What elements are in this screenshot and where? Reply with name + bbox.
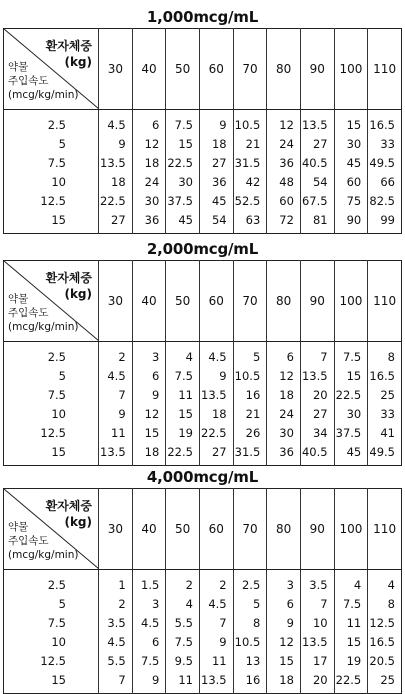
header-row — [4, 261, 402, 342]
dose-cell: 4.5 — [99, 367, 133, 386]
dose-cell: 6 — [132, 110, 166, 136]
dose-cell: 27 — [99, 211, 133, 234]
rate-cell: 5 — [4, 595, 99, 614]
dose-cell: 34 — [300, 424, 334, 443]
dose-cell: 13.5 — [300, 633, 334, 652]
rate-label-2: 주입속도 — [8, 535, 49, 547]
table-row — [4, 192, 402, 211]
dose-cell: 13.5 — [199, 671, 233, 694]
concentration-title: 4,000mcg/mL — [146, 468, 259, 486]
dose-cell: 9 — [132, 671, 166, 694]
dose-cell: 18 — [199, 405, 233, 424]
weight-unit: (kg) — [64, 287, 92, 301]
weight-column-header: 70 — [233, 261, 267, 342]
table-row — [4, 173, 402, 192]
dose-cell: 31.5 — [233, 154, 267, 173]
dose-cell: 1.5 — [132, 570, 166, 596]
dose-cell: 45 — [334, 154, 368, 173]
dose-cell: 48 — [267, 173, 301, 192]
dose-cell: 30 — [166, 173, 200, 192]
dose-cell: 2.5 — [233, 570, 267, 596]
dose-cell: 7.5 — [166, 367, 200, 386]
rate-cell: 5 — [4, 367, 99, 386]
dose-cell: 26 — [233, 424, 267, 443]
dose-cell: 45 — [199, 192, 233, 211]
dose-cell: 18 — [267, 671, 301, 694]
corner-header-cell — [4, 261, 99, 342]
weight-column-header: 70 — [233, 29, 267, 110]
dose-cell: 67.5 — [300, 192, 334, 211]
rate-cell: 10 — [4, 633, 99, 652]
dose-cell: 16 — [233, 671, 267, 694]
rate-cell: 12.5 — [4, 192, 99, 211]
dose-cell: 22.5 — [334, 671, 368, 694]
dose-cell: 12 — [132, 135, 166, 154]
dose-cell: 36 — [267, 154, 301, 173]
dose-cell: 15 — [334, 110, 368, 136]
dose-cell: 9 — [199, 367, 233, 386]
table-row — [4, 110, 402, 136]
dosing-table-section — [3, 466, 402, 694]
dose-cell: 1 — [99, 570, 133, 596]
weight-column-header: 110 — [368, 29, 402, 110]
weight-label: 환자체중 — [45, 39, 92, 53]
dosing-table-section — [3, 238, 402, 466]
weight-column-header: 80 — [267, 261, 301, 342]
weight-unit: (kg) — [64, 515, 92, 529]
dose-cell: 4.5 — [199, 342, 233, 368]
dose-cell: 5.5 — [166, 614, 200, 633]
dose-cell: 41 — [368, 424, 402, 443]
dose-cell: 3 — [267, 570, 301, 596]
weight-column-header: 100 — [334, 29, 368, 110]
dose-cell: 66 — [368, 173, 402, 192]
dose-cell: 4 — [166, 342, 200, 368]
dose-cell: 45 — [334, 443, 368, 466]
dose-cell: 3.5 — [99, 614, 133, 633]
table-row — [4, 386, 402, 405]
dose-cell: 36 — [132, 211, 166, 234]
dose-cell: 7 — [99, 671, 133, 694]
weight-column-header: 50 — [166, 489, 200, 570]
dosing-table — [3, 28, 402, 234]
rate-label-2: 주입속도 — [8, 75, 49, 87]
weight-column-header: 60 — [199, 29, 233, 110]
dosing-table-section — [3, 6, 402, 234]
dose-cell: 21 — [233, 405, 267, 424]
dose-cell: 12 — [267, 367, 301, 386]
rate-label: 약물 — [8, 61, 29, 73]
dose-cell: 4.5 — [99, 633, 133, 652]
dose-cell: 16.5 — [368, 633, 402, 652]
rate-cell: 10 — [4, 405, 99, 424]
dose-cell: 12 — [132, 405, 166, 424]
dose-cell: 7.5 — [334, 342, 368, 368]
dose-cell: 31.5 — [233, 443, 267, 466]
rate-header — [8, 520, 78, 562]
dose-cell: 6 — [132, 367, 166, 386]
dose-cell: 37.5 — [166, 192, 200, 211]
rate-cell: 2.5 — [4, 110, 99, 136]
dose-cell: 15 — [334, 367, 368, 386]
dose-cell: 2 — [199, 570, 233, 596]
rate-cell: 7.5 — [4, 154, 99, 173]
dosing-table — [3, 488, 402, 694]
dose-cell: 2 — [99, 342, 133, 368]
dose-cell: 16.5 — [368, 367, 402, 386]
dose-cell: 60 — [267, 192, 301, 211]
dose-cell: 7 — [199, 614, 233, 633]
dose-cell: 13.5 — [300, 110, 334, 136]
dose-cell: 11 — [166, 386, 200, 405]
table-row — [4, 570, 402, 596]
dose-cell: 7.5 — [132, 652, 166, 671]
dose-cell: 8 — [368, 595, 402, 614]
weight-column-header: 110 — [368, 261, 402, 342]
rate-cell: 10 — [4, 173, 99, 192]
rate-cell: 15 — [4, 671, 99, 694]
dose-cell: 15 — [166, 135, 200, 154]
dose-cell: 3.5 — [300, 570, 334, 596]
dose-cell: 11 — [166, 671, 200, 694]
weight-column-header: 110 — [368, 489, 402, 570]
rate-cell: 15 — [4, 211, 99, 234]
dose-cell: 2 — [99, 595, 133, 614]
dose-cell: 10.5 — [233, 633, 267, 652]
weight-column-header: 60 — [199, 261, 233, 342]
rate-cell: 5 — [4, 135, 99, 154]
rate-label: 약물 — [8, 521, 29, 533]
dose-cell: 20 — [300, 671, 334, 694]
dose-cell: 11 — [99, 424, 133, 443]
dose-cell: 30 — [267, 424, 301, 443]
dose-cell: 15 — [166, 405, 200, 424]
table-row — [4, 424, 402, 443]
dose-cell: 54 — [300, 173, 334, 192]
dose-cell: 27 — [300, 405, 334, 424]
weight-column-header: 50 — [166, 29, 200, 110]
dose-cell: 2 — [166, 570, 200, 596]
table-row — [4, 405, 402, 424]
dose-cell: 24 — [132, 173, 166, 192]
dose-cell: 72 — [267, 211, 301, 234]
dose-cell: 9 — [99, 135, 133, 154]
table-row — [4, 211, 402, 234]
dose-cell: 6 — [267, 342, 301, 368]
weight-column-header: 30 — [99, 29, 133, 110]
table-row — [4, 595, 402, 614]
dose-cell: 22.5 — [166, 443, 200, 466]
dose-cell: 40.5 — [300, 154, 334, 173]
dose-cell: 27 — [199, 443, 233, 466]
dose-cell: 10.5 — [233, 367, 267, 386]
dose-cell: 12.5 — [368, 614, 402, 633]
dose-cell: 15 — [132, 424, 166, 443]
dose-cell: 4 — [334, 570, 368, 596]
dose-cell: 3 — [132, 342, 166, 368]
dose-cell: 7.5 — [166, 633, 200, 652]
dose-cell: 21 — [233, 135, 267, 154]
dose-cell: 7.5 — [334, 595, 368, 614]
dose-cell: 10 — [300, 614, 334, 633]
dose-cell: 25 — [368, 671, 402, 694]
dose-cell: 13.5 — [300, 367, 334, 386]
dose-cell: 60 — [334, 173, 368, 192]
dose-cell: 12 — [267, 110, 301, 136]
dose-cell: 24 — [267, 135, 301, 154]
dose-cell: 22.5 — [99, 192, 133, 211]
corner-header-cell — [4, 489, 99, 570]
weight-column-header: 100 — [334, 261, 368, 342]
dosing-table — [3, 260, 402, 466]
dose-cell: 15 — [267, 652, 301, 671]
dose-cell: 7 — [99, 386, 133, 405]
rate-cell: 7.5 — [4, 386, 99, 405]
dose-cell: 18 — [132, 154, 166, 173]
dose-cell: 63 — [233, 211, 267, 234]
weight-column-header: 90 — [300, 489, 334, 570]
rate-cell: 12.5 — [4, 424, 99, 443]
dose-cell: 20.5 — [368, 652, 402, 671]
dose-cell: 19 — [166, 424, 200, 443]
dose-cell: 7.5 — [166, 110, 200, 136]
dose-cell: 20 — [300, 386, 334, 405]
dose-cell: 90 — [334, 211, 368, 234]
dose-cell: 9 — [267, 614, 301, 633]
weight-column-header: 100 — [334, 489, 368, 570]
rate-header — [8, 292, 78, 334]
dose-cell: 8 — [368, 342, 402, 368]
dose-cell: 11 — [334, 614, 368, 633]
concentration-title: 1,000mcg/mL — [146, 8, 259, 26]
rate-label: 약물 — [8, 293, 29, 305]
rate-header — [8, 60, 78, 102]
corner-header-cell — [4, 29, 99, 110]
dose-cell: 18 — [99, 173, 133, 192]
weight-label: 환자체중 — [45, 271, 92, 285]
dose-cell: 54 — [199, 211, 233, 234]
dose-cell: 9 — [99, 405, 133, 424]
dose-cell: 30 — [334, 135, 368, 154]
dose-cell: 40.5 — [300, 443, 334, 466]
dose-cell: 36 — [199, 173, 233, 192]
dose-cell: 45 — [166, 211, 200, 234]
rate-cell: 2.5 — [4, 342, 99, 368]
dose-cell: 11 — [199, 652, 233, 671]
weight-column-header: 40 — [132, 489, 166, 570]
dose-cell: 49.5 — [368, 154, 402, 173]
dose-cell: 22.5 — [166, 154, 200, 173]
dose-cell: 75 — [334, 192, 368, 211]
rate-cell: 7.5 — [4, 614, 99, 633]
dose-cell: 12 — [267, 633, 301, 652]
dose-cell: 13.5 — [99, 443, 133, 466]
dose-cell: 4.5 — [132, 614, 166, 633]
dose-cell: 19 — [334, 652, 368, 671]
dose-cell: 27 — [300, 135, 334, 154]
dose-cell: 18 — [199, 135, 233, 154]
dose-cell: 22.5 — [199, 424, 233, 443]
dose-cell: 49.5 — [368, 443, 402, 466]
rate-cell: 2.5 — [4, 570, 99, 596]
weight-column-header: 80 — [267, 489, 301, 570]
rate-unit: (mcg/kg/min) — [8, 89, 79, 101]
dose-cell: 15 — [334, 633, 368, 652]
weight-column-header: 60 — [199, 489, 233, 570]
table-row — [4, 671, 402, 694]
weight-column-header: 90 — [300, 29, 334, 110]
weight-column-header: 80 — [267, 29, 301, 110]
dose-cell: 13.5 — [199, 386, 233, 405]
dose-cell: 27 — [199, 154, 233, 173]
dose-cell: 4.5 — [199, 595, 233, 614]
header-row — [4, 489, 402, 570]
dose-cell: 99 — [368, 211, 402, 234]
table-row — [4, 342, 402, 368]
dose-cell: 6 — [267, 595, 301, 614]
rate-label-2: 주입속도 — [8, 307, 49, 319]
dose-cell: 18 — [267, 386, 301, 405]
dose-cell: 4 — [166, 595, 200, 614]
dose-cell: 9 — [199, 110, 233, 136]
weight-column-header: 90 — [300, 261, 334, 342]
dose-cell: 17 — [300, 652, 334, 671]
header-row — [4, 29, 402, 110]
table-row — [4, 614, 402, 633]
dose-cell: 9 — [199, 633, 233, 652]
table-row — [4, 652, 402, 671]
table-row — [4, 154, 402, 173]
table-row — [4, 633, 402, 652]
dose-cell: 13.5 — [99, 154, 133, 173]
rate-cell: 12.5 — [4, 652, 99, 671]
dose-cell: 4 — [368, 570, 402, 596]
weight-column-header: 50 — [166, 261, 200, 342]
dose-cell: 81 — [300, 211, 334, 234]
dose-cell: 33 — [368, 405, 402, 424]
dose-cell: 52.5 — [233, 192, 267, 211]
dose-cell: 24 — [267, 405, 301, 424]
dose-cell: 5 — [233, 595, 267, 614]
dose-cell: 36 — [267, 443, 301, 466]
concentration-title: 2,000mcg/mL — [146, 240, 259, 258]
dose-cell: 10.5 — [233, 110, 267, 136]
dose-cell: 3 — [132, 595, 166, 614]
weight-column-header: 70 — [233, 489, 267, 570]
weight-column-header: 30 — [99, 261, 133, 342]
table-row — [4, 135, 402, 154]
dose-cell: 22.5 — [334, 386, 368, 405]
dose-cell: 18 — [132, 443, 166, 466]
weight-label: 환자체중 — [45, 499, 92, 513]
dose-cell: 33 — [368, 135, 402, 154]
dose-cell: 7 — [300, 342, 334, 368]
dose-cell: 16 — [233, 386, 267, 405]
dose-cell: 5.5 — [99, 652, 133, 671]
dose-cell: 30 — [132, 192, 166, 211]
dose-cell: 16.5 — [368, 110, 402, 136]
dose-cell: 9 — [132, 386, 166, 405]
dose-cell: 4.5 — [99, 110, 133, 136]
rate-cell: 15 — [4, 443, 99, 466]
dose-cell: 37.5 — [334, 424, 368, 443]
dose-cell: 30 — [334, 405, 368, 424]
dose-cell: 9.5 — [166, 652, 200, 671]
rate-unit: (mcg/kg/min) — [8, 321, 79, 333]
dose-cell: 5 — [233, 342, 267, 368]
weight-column-header: 40 — [132, 29, 166, 110]
dose-cell: 82.5 — [368, 192, 402, 211]
dose-cell: 6 — [132, 633, 166, 652]
weight-column-header: 40 — [132, 261, 166, 342]
dose-cell: 7 — [300, 595, 334, 614]
dose-cell: 13 — [233, 652, 267, 671]
dose-cell: 25 — [368, 386, 402, 405]
weight-unit: (kg) — [64, 55, 92, 69]
dose-cell: 8 — [233, 614, 267, 633]
weight-column-header: 30 — [99, 489, 133, 570]
rate-unit: (mcg/kg/min) — [8, 549, 79, 561]
table-row — [4, 443, 402, 466]
dose-cell: 42 — [233, 173, 267, 192]
table-row — [4, 367, 402, 386]
